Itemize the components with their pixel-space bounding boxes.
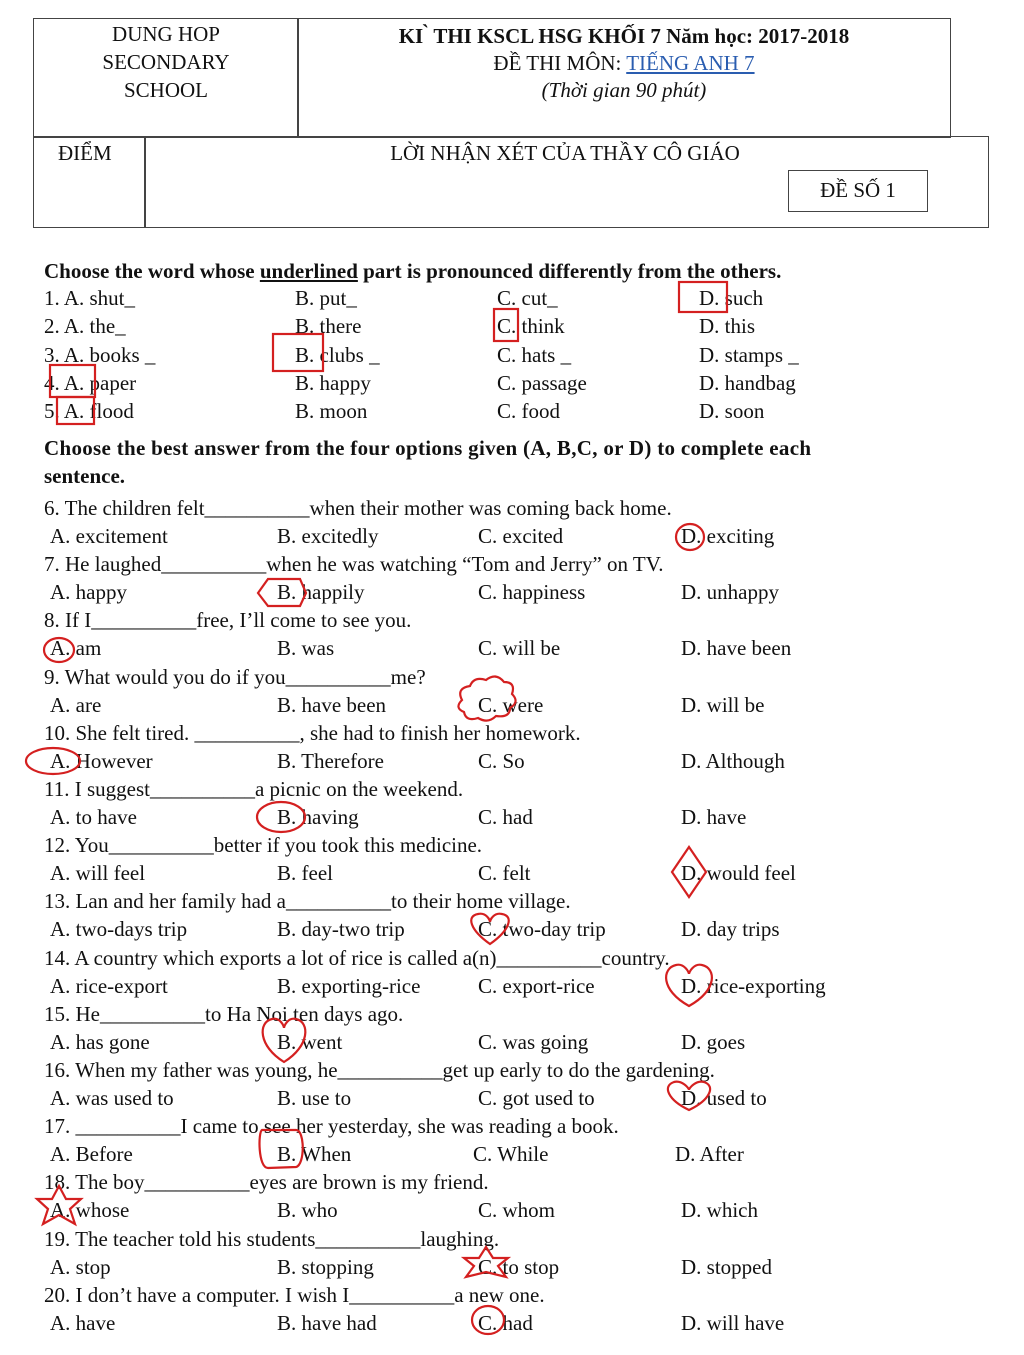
question-18-option-d[interactable]: D. which [681, 1198, 758, 1223]
question-15-option-b[interactable]: B. went [277, 1029, 343, 1054]
question-19-option-d[interactable]: D. stopped [681, 1254, 772, 1279]
question-20-option-a[interactable]: A. have [50, 1310, 116, 1335]
pron-q1-option-b: B. put_ [295, 286, 357, 310]
question-10-option-c[interactable]: C. So [478, 748, 525, 773]
question-10-option-a[interactable]: A. However [50, 748, 153, 773]
pron-q3-option-c: C. hats _ [497, 342, 572, 367]
question-6-option-b[interactable]: B. excitedly [277, 524, 379, 548]
question-16-option-a[interactable]: A. was used to [50, 1086, 174, 1110]
question-7-option-b[interactable]: B. happily [277, 580, 365, 605]
question-14-option-a[interactable]: A. rice-export [50, 973, 168, 998]
question-13-option-c[interactable]: C. two-day trip [478, 917, 606, 942]
pron-q4-option-c: C. passage [497, 370, 587, 395]
question-12-option-a[interactable]: A. will feel [50, 861, 146, 886]
school-name-line-2: SECONDARY [102, 50, 230, 74]
question-9-option-c[interactable]: C. were [478, 692, 544, 717]
question-8-option-a[interactable]: A. am [50, 636, 102, 661]
pron-q4-option-d: D. handbag [699, 370, 796, 395]
pron-q2-option-b: B. there [295, 314, 362, 339]
question-8-text: 8. If I__________free, I’ll come to see you. [44, 608, 412, 633]
exam-duration: (Thời gian 90 phút) [541, 78, 707, 102]
question-7-text: 7. He laughed__________when he was watching “Tom and Jerry” on TV. [44, 552, 664, 577]
question-19-option-c[interactable]: C. to stop [478, 1254, 560, 1279]
question-9-option-b[interactable]: B. have been [277, 692, 387, 717]
question-14-text: 14. A country which exports a lot of rice is called a(n)__________country. [44, 945, 670, 970]
question-7-option-d[interactable]: D. unhappy [681, 580, 779, 605]
question-15-option-a[interactable]: A. has gone [50, 1029, 150, 1054]
pron-q2-option-a: 2. A. the_ [44, 314, 126, 339]
comment-label: LỜI NHẬN XÉT CỦA THẦY CÔ GIÁO [390, 141, 740, 165]
question-6-option-c[interactable]: C. excited [478, 524, 564, 548]
question-10-option-d[interactable]: D. Although [681, 748, 785, 773]
question-12-option-b[interactable]: B. feel [277, 861, 333, 886]
question-13-option-a[interactable]: A. two-days trip [50, 917, 188, 942]
section2-heading-line-1: Choose the best answer from the four options given (A, B,C, or D) to complete each [44, 436, 812, 460]
exam-title: KI ̀ THI KSCL HSG KHỐI 7 Năm học: 2017-2018 [398, 24, 850, 48]
question-18-option-a[interactable]: A. whose [50, 1198, 130, 1223]
section2-heading-line-2: sentence. [44, 464, 126, 488]
pron-q1-option-a: 1. A. shut_ [44, 286, 136, 310]
question-18-option-c[interactable]: C. whom [478, 1198, 556, 1223]
question-8-option-b[interactable]: B. was [277, 636, 335, 661]
pron-q5-option-a: 5. A. flood [44, 399, 134, 424]
question-14-option-b[interactable]: B. exporting-rice [277, 973, 421, 998]
section1-heading [44, 259, 781, 284]
pron-q4-option-a: 4. A. paper [44, 370, 137, 395]
question-11-option-b[interactable]: B. having [277, 805, 359, 829]
question-11-option-a[interactable]: A. to have [50, 805, 137, 829]
question-6-option-a[interactable]: A. excitement [50, 524, 168, 548]
question-17-option-c[interactable]: C. While [473, 1142, 549, 1167]
question-19-option-a[interactable]: A. stop [50, 1254, 111, 1279]
question-8-option-d[interactable]: D. have been [681, 636, 792, 661]
question-9-option-a[interactable]: A. are [50, 692, 102, 717]
question-17-option-b[interactable]: B. When [277, 1142, 352, 1167]
subject-line [297, 51, 951, 76]
question-12-option-d[interactable]: D. would feel [681, 861, 796, 886]
subject-link[interactable]: TIẾNG ANH 7 [626, 51, 755, 75]
question-9-text: 9. What would you do if you__________me? [44, 664, 426, 689]
question-13-option-d[interactable]: D. day trips [681, 917, 780, 942]
pron-q1-option-d: D. such [699, 286, 764, 310]
question-12-text: 12. You__________better if you took this medicine. [44, 833, 483, 858]
question-14-option-d[interactable]: D. rice-exporting [681, 973, 826, 998]
question-19-option-b[interactable]: B. stopping [277, 1254, 374, 1279]
question-11-option-d[interactable]: D. have [681, 805, 747, 829]
pron-q2-option-d: D. this [699, 314, 756, 339]
question-16-option-b[interactable]: B. use to [277, 1086, 352, 1110]
question-11-option-c[interactable]: C. had [478, 805, 533, 829]
question-6-text: 6. The children felt__________when their mother was coming back home. [44, 496, 672, 520]
question-11-text: 11. I suggest__________a picnic on the weekend. [44, 777, 464, 801]
pron-q3-option-d: D. stamps _ [699, 342, 799, 367]
pron-q3-option-b: B. clubs _ [295, 342, 380, 367]
subject-prefix: ĐỀ THI MÔN: [493, 51, 627, 75]
question-6-option-d[interactable]: D. exciting [681, 524, 775, 548]
section1-heading-post: part is pronounced differently from the others. [357, 259, 782, 283]
section1-heading-underlined: underlined [259, 259, 358, 283]
school-name-line-1: DUNG HOP [112, 22, 220, 46]
question-15-option-c[interactable]: C. was going [478, 1029, 589, 1054]
pron-q3-option-a: 3. A. books _ [44, 342, 156, 367]
pron-q5-option-d: D. soon [699, 399, 765, 424]
exam-code: ĐỀ SỐ 1 [820, 178, 896, 202]
question-7-option-c[interactable]: C. happiness [478, 580, 586, 605]
question-20-text: 20. I don’t have a computer. I wish I__________a new one. [44, 1282, 545, 1307]
question-15-text: 15. He__________to Ha Noi ten days ago. [44, 1001, 404, 1026]
question-16-option-c[interactable]: C. got used to [478, 1086, 595, 1110]
question-7-option-a[interactable]: A. happy [50, 580, 127, 605]
question-17-option-d[interactable]: D. After [675, 1142, 744, 1167]
question-20-option-d[interactable]: D. will have [681, 1310, 785, 1335]
question-13-text: 13. Lan and her family had a__________to their home village. [44, 889, 571, 914]
question-19-text: 19. The teacher told his students__________laughing. [44, 1226, 500, 1251]
question-18-option-b[interactable]: B. who [277, 1198, 338, 1223]
question-17-text: 17. __________I came to see her yesterday, she was reading a book. [44, 1114, 619, 1139]
question-8-option-c[interactable]: C. will be [478, 636, 561, 661]
pron-q5-option-b: B. moon [295, 399, 368, 424]
question-17-option-a[interactable]: A. Before [50, 1142, 133, 1167]
pron-q5-option-c: C. food [497, 399, 560, 424]
question-14-option-c[interactable]: C. export-rice [478, 973, 595, 998]
question-10-option-b[interactable]: B. Therefore [277, 748, 384, 773]
school-name-line-3: SCHOOL [123, 78, 208, 102]
question-16-text: 16. When my father was young, he__________get up early to do the gardening. [44, 1058, 715, 1082]
question-10-text: 10. She felt tired. __________, she had to finish her homework. [44, 720, 581, 745]
question-15-option-d[interactable]: D. goes [681, 1029, 746, 1054]
score-label: ĐIỂM [58, 141, 112, 165]
pron-q1-option-c: C. cut_ [497, 286, 558, 310]
question-18-text: 18. The boy__________eyes are brown is my friend. [44, 1170, 489, 1195]
question-13-option-b[interactable]: B. day-two trip [277, 917, 405, 942]
question-16-option-d[interactable]: D. used to [681, 1086, 767, 1110]
question-12-option-c[interactable]: C. felt [478, 861, 531, 886]
pron-q4-option-b: B. happy [295, 370, 371, 395]
question-20-option-b[interactable]: B. have had [277, 1310, 377, 1335]
question-20-option-c[interactable]: C. had [478, 1310, 533, 1335]
question-9-option-d[interactable]: D. will be [681, 692, 765, 717]
pron-q2-option-c: C. think [497, 314, 565, 339]
section1-heading-pre: Choose the word whose [44, 259, 260, 283]
